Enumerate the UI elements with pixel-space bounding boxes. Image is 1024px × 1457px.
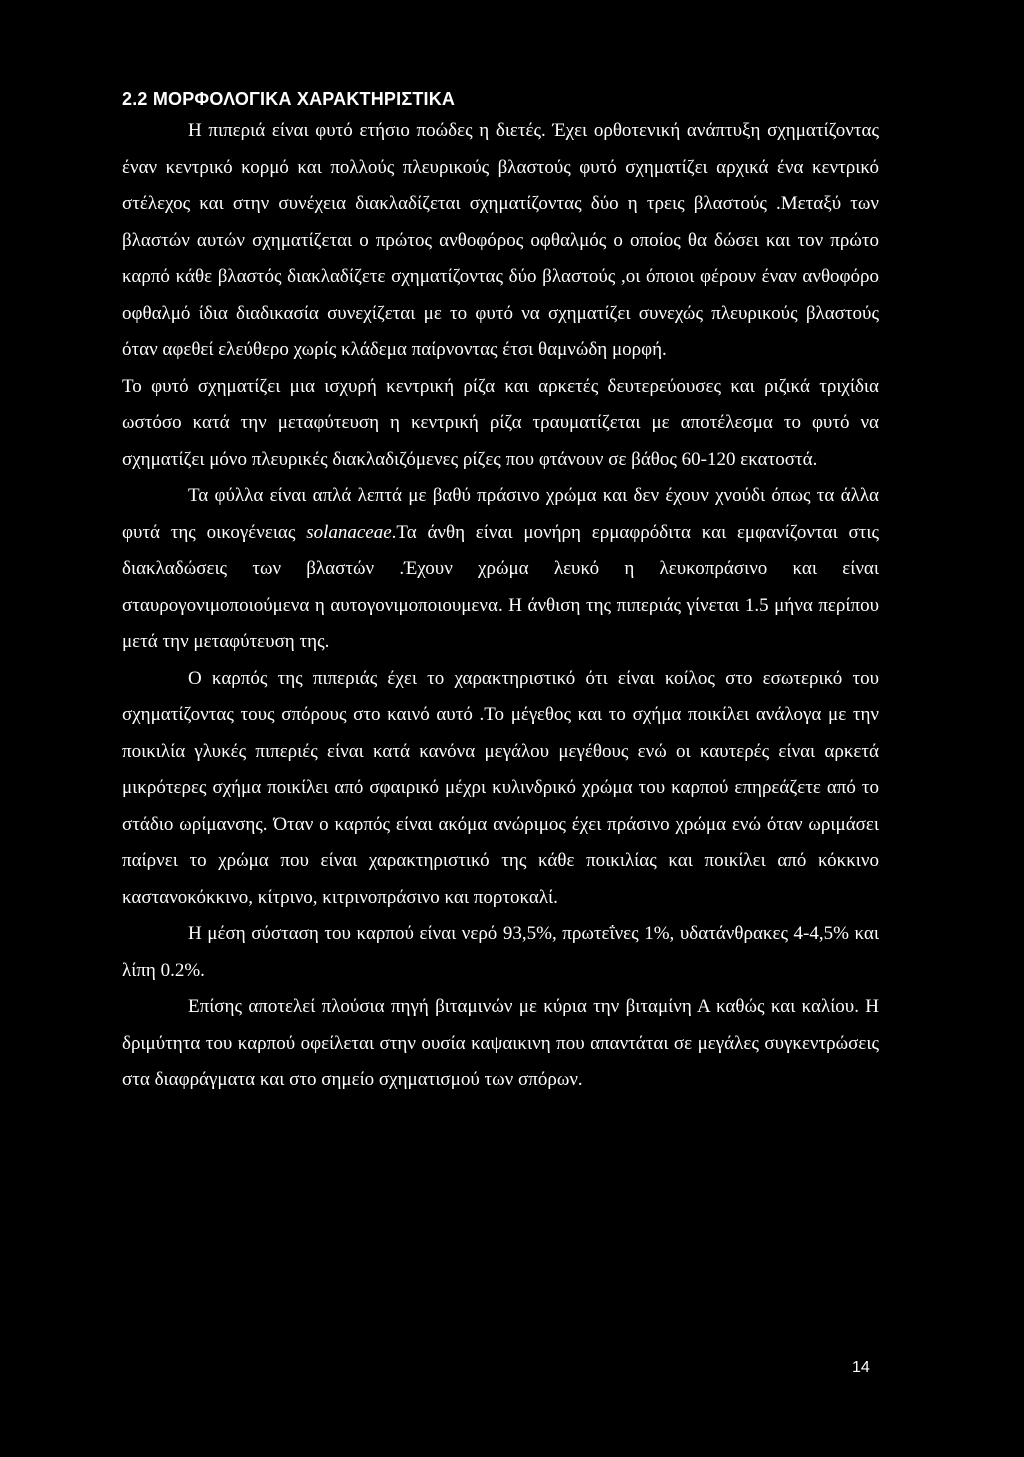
leaves-text-part-1: Τα φύλλα είναι απλά λεπτά με βαθύ πράσινο χρώμα και δεν έχουν χνούδι όπως τα άλλα φυτά της οικογένειας xyxy=(122,485,879,543)
section-heading: 2.2 ΜΟΡΦΟΛΟΓΙΚΑ ΧΑΡΑΚΤΗΡΙΣΤΙΚΑ xyxy=(122,89,456,109)
paragraph-vitamins: Επίσης αποτελεί πλούσια πηγή βιταμινών με κύρια την βιταμίνη Α καθώς και καλίου. Η δριμύτητα του καρπού οφείλεται στην ουσία καψαικινη που απαντάται σε μεγάλες συγκεντρώσεις στα διαφράγματα και στο σημείο σχηματισμού των σπόρων. xyxy=(122,996,879,1090)
paragraph-leaves-flowers xyxy=(122,478,879,661)
leaves-text-part-2: .Τα άνθη είναι μονήρη ερμαφρόδιτα και εμφανίζονται στις διακλαδώσεις των βλαστών .Έχουν χρώμα λευκό η λευκοπράσινο και είναι σταυρογονιμοποιούμενα η αυτογονιμοποιουμενα. Η άνθιση της πιπεριάς γίνεται 1.5 μήνα περίπου μετά την μεταφύτευση της. xyxy=(122,521,879,652)
paragraph-roots: Το φυτό σχηματίζει μια ισχυρή κεντρική ρίζα και αρκετές δευτερεύουσες και ριζικά τριχίδια ωστόσο κατά την μεταφύτευση η κεντρική ρίζα τραυματίζεται με αποτέλεσμα το φυτό να σχηματίζει μόνο πλευρικές διακλαδιζόμενες ρίζες που φτάνουν σε βάθος 60-120 εκατοστά. xyxy=(122,375,879,470)
document-page xyxy=(122,88,879,1099)
page-number: 14 xyxy=(852,1359,870,1376)
paragraph-growth: Η πιπεριά είναι φυτό ετήσιο ποώδες η διετές. Έχει ορθοτενική ανάπτυξη σχηματίζοντας έναν κεντρικό κορμό και πολλούς πλευρικούς βλαστούς φυτό σχηματίζει αρχικά ένα κεντρικό στέλεχος και στην συνέχεια διακλαδίζεται σχηματίζοντας δύο η τρεις βλαστούς .Μεταξύ των βλαστών αυτών σχηματίζεται ο πρώτος ανθοφόρος οφθαλμός ο οποίος θα δώσει και τον πρώτο καρπό κάθε βλαστός διακλαδίζετε σχηματίζοντας δύο βλαστούς ,οι όποιοι φέρουν έναν ανθοφόρο οφθαλμό ίδια διαδικασία συνεχίζεται με το φυτό να σχηματίζει συνεχώς πλευρικούς βλαστούς όταν αφεθεί ελεύθερο χωρίς κλάδεμα παίρνοντας έτσι θαμνώδη μορφή. xyxy=(122,120,879,360)
paragraph-composition: Η μέση σύσταση του καρπού είναι νερό 93,5%, πρωτεΐνες 1%, υδατάνθρακες 4-4,5% και λίπη 0.2%. xyxy=(122,923,879,981)
paragraph-fruit: Ο καρπός της πιπεριάς έχει το χαρακτηριστικό ότι είναι κοίλος στο εσωτερικό του σχηματίζοντας τους σπόρους στο καινό αυτό .Το μέγεθος και το σχήμα ποικίλει ανάλογα με την ποικιλία γλυκές πιπεριές είναι κατά κανόνα μεγάλου μεγέθους ενώ οι καυτερές είναι αρκετά μικρότερες σχήμα ποικίλει από σφαιρικό μέχρι κυλινδρικό χρώμα του καρπού επηρεάζετε από το στάδιο ωρίμανσης. Όταν ο καρπός είναι ακόμα ανώριμος έχει πράσινο χρώμα ενώ όταν ωριμάσει παίρνει το χρώμα που είναι χαρακτηριστικό της κάθε ποικιλίας και ποικίλει από κόκκινο καστανοκόκκινο, κίτρινο, κιτρινοπράσινο και πορτοκαλί. xyxy=(122,667,879,908)
family-name-italic: solanaceae xyxy=(306,521,392,543)
